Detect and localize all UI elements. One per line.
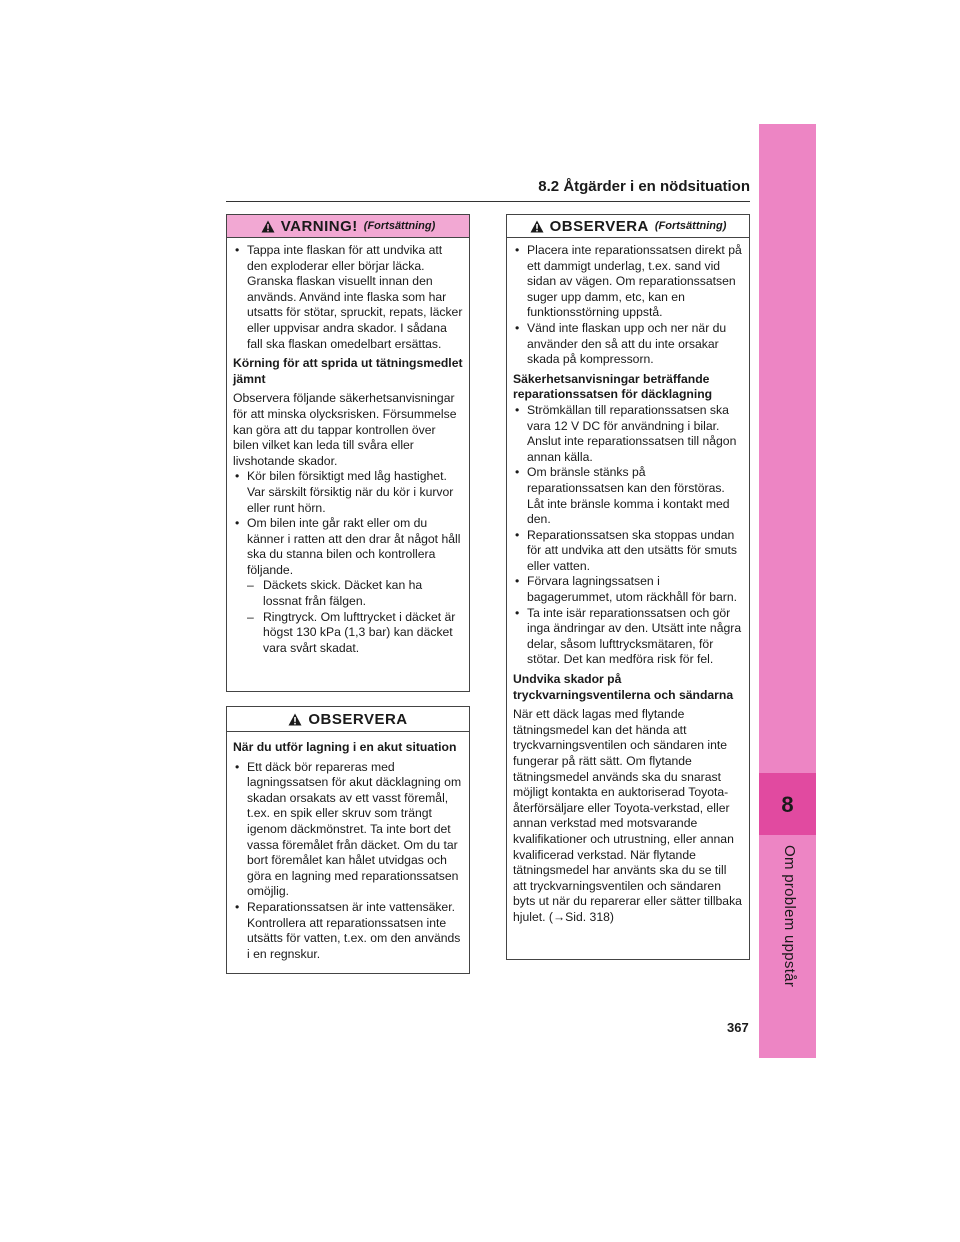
notice-box-right-header <box>507 215 749 238</box>
notice-right-bullet-3: • Strömkällan till reparationssatsen ska vara 12 V DC för användning i bilar. Anslut inte reparationssatsen till någon annan källa. <box>513 403 743 465</box>
notice-box-left-body <box>227 732 469 968</box>
warning-box <box>226 214 470 692</box>
warning-bullet-1: • Tappa inte flaskan för att undvika att den exploderar eller börjar läcka. Granska flaskan visuellt innan den används. Använd inte flaska som har utsatts för stötar, spruckit, repats, läcker eller uppvisar andra skador. I sådana fall ska flaskan omedelbart ersättas. <box>233 243 463 352</box>
chapter-label: Om problem uppstår <box>781 845 798 988</box>
warning-box-header <box>227 215 469 238</box>
notice-left-bullet-1: • Ett däck bör repareras med lagningssatsen för akut däcklagning om skadan orsakats av ett vasst föremål, t.ex. en spik eller skruv som trängt igenom däckmönstret. Ta inte bort det vassa föremålet från däcket. Om du tar bort föremålet kan hålet utvidgas och göra en lagning med reparationssatsen omöjlig. <box>233 760 463 900</box>
notice-right-bullet-7: • Ta inte isär reparationssatsen och gör inga ändringar av den. Utsätt inte några delar, såsom lufttrycksmätaren, för stötar. Det kan medföra risk för fel. <box>513 606 743 668</box>
notice-right-bullet-4: • Om bränsle stänks på reparationssatsen kan den förstöras. Låt inte bränsle komma i kontakt med den. <box>513 465 743 527</box>
notice-right-bullet-5: • Reparationssatsen ska stoppas undan för att undvika att den utsätts för smuts eller vatten. <box>513 528 743 575</box>
notice-box-right-body <box>507 238 749 932</box>
section-title: 8.2 Åtgärder i en nödsituation <box>538 178 750 195</box>
warning-bullet-2: • Kör bilen försiktigt med låg hastighet. Var särskilt försiktig när du kör i kurvor eller runt hörn. <box>233 469 463 516</box>
notice-right-heading-2: Undvika skador på tryckvarningsventilerna och sändarna <box>513 672 734 702</box>
warning-box-body <box>227 238 469 662</box>
warning-heading: Körning för att sprida ut tätningsmedlet jämnt <box>233 356 463 386</box>
warning-triangle-icon <box>261 220 275 233</box>
caution-triangle-icon <box>288 713 302 726</box>
notice-left-heading: När du utför lagning i en akut situation <box>233 740 457 754</box>
notice-box-left <box>226 706 470 974</box>
notice-left-bullet-2: • Reparationssatsen är inte vattensäker. Kontrollera att reparationssatsen inte utsätts för vatten, t.ex. om den används i en regnskur. <box>233 900 463 962</box>
notice-right-bullet-6: • Förvara lagningssatsen i bagagerummet, utom räckhåll för barn. <box>513 574 743 605</box>
notice-right-continuation: (Fortsättning) <box>654 220 727 232</box>
warning-sub-item-2: – Ringtryck. Om lufttrycket i däcket är högst 130 kPa (1,3 bar) kan däcket vara svårt skadat. <box>233 610 463 657</box>
header-rule <box>226 201 750 202</box>
notice-right-paragraph: När ett däck lagas med flytande tätningsmedel kan det hända att tryckvarningsventilen och sändaren inte fungerar på rätt sätt. Om flytande tätningsmedel används ska du snarast möjligt kontakta en auktoriserad Toyota-återförsäljare eller Toyota-verkstad, eller annan verkstad med motsvarande kvalifikationer och utrustning, eller annan kvalificerad verkstad. När flytande tätningsmedel har använts ska du se till att tryckvarningsventilen och sändaren byts ut när du reparerar eller sätter tillbaka hjulet. (→Sid. 318) <box>513 707 742 924</box>
chapter-number: 8 <box>781 792 794 817</box>
warning-paragraph: Observera följande säkerhetsanvisningar för att minska olycksrisken. Försummelse kan göra att du tappar kontrollen över bilen vilket kan leda till svåra eller livshotande skador. <box>233 391 457 468</box>
warning-bullet-3: • Om bilen inte går rakt eller om du känner i ratten att den drar åt något håll ska du stanna bilen och kontrollera följande. <box>233 516 463 578</box>
notice-right-heading-1: Säkerhetsanvisningar beträffande reparationssatsen för däcklagning <box>513 371 713 402</box>
notice-box-right <box>506 214 750 960</box>
warning-sub-item-1: – Däckets skick. Däcket kan ha lossnat från fälgen. <box>233 578 463 609</box>
warning-continuation: (Fortsättning) <box>363 220 436 232</box>
notice-left-title: OBSERVERA <box>308 710 408 728</box>
notice-box-left-header <box>227 707 469 732</box>
notice-right-title: OBSERVERA <box>549 217 649 235</box>
notice-right-bullet-2: • Vänd inte flaskan upp och ner när du använder den så att du inte orsakar skada på kompressorn. <box>513 321 743 368</box>
warning-title: VARNING! <box>280 217 358 235</box>
page-number: 367 <box>727 1020 749 1035</box>
notice-right-bullet-1: • Placera inte reparationssatsen direkt på ett dammigt underlag, t.ex. sand vid sidan av vägen. Om reparationssatsen suger upp damm, etc, kan en funktionsstörning uppstå. <box>513 243 743 321</box>
caution-triangle-icon <box>530 220 544 233</box>
